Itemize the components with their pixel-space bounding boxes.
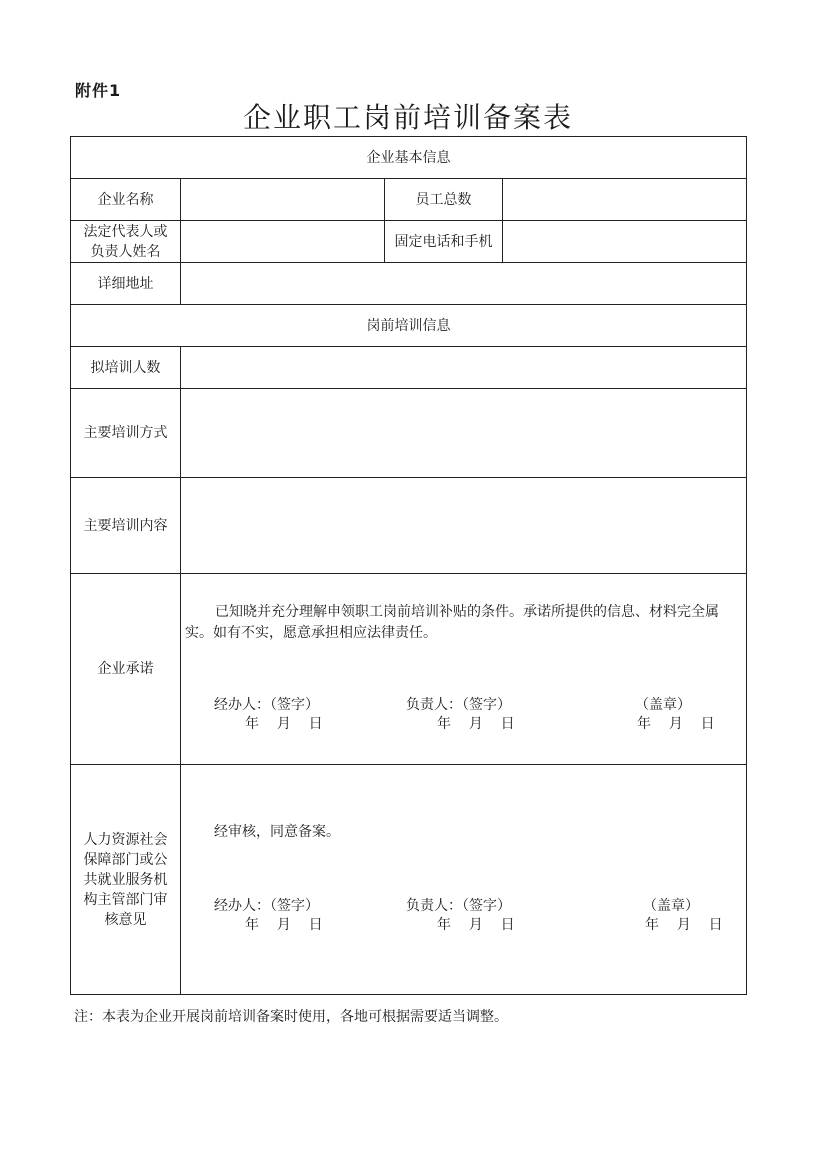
training-method-label: 主要培训方式	[71, 389, 181, 478]
section-basic-header: 企业基本信息	[71, 137, 747, 179]
company-name-label: 企业名称	[71, 179, 181, 221]
review-handler-signature[interactable]	[214, 897, 323, 935]
pledge-seal-date: 年 月 日	[637, 716, 715, 732]
training-content-label: 主要培训内容	[71, 478, 181, 574]
address-row	[71, 263, 747, 305]
review-cell	[181, 765, 747, 995]
address-label: 详细地址	[71, 263, 181, 305]
pledge-label: 企业承诺	[71, 574, 181, 765]
review-seal[interactable]	[643, 897, 723, 935]
training-method-row	[71, 389, 747, 478]
legal-rep-row	[71, 221, 747, 263]
phone-label: 固定电话和手机	[385, 221, 503, 263]
review-seal-date: 年 月 日	[645, 917, 723, 933]
trainee-count-label: 拟培训人数	[71, 347, 181, 389]
registration-form-table	[70, 136, 747, 995]
review-label: 人力资源社会保障部门或公共就业服务机构主管部门审核意见	[71, 765, 181, 995]
pledge-text: 已知晓并充分理解申领职工岗前培训补贴的条件。承诺所提供的信息、材料完全属实。如有不实，愿意承担相应法律责任。	[185, 604, 719, 641]
pledge-leader-date: 年 月 日	[437, 716, 515, 732]
review-leader-label: 负责人：（签字）	[406, 898, 511, 914]
pledge-leader-label: 负责人：（签字）	[406, 697, 511, 713]
review-handler-date: 年 月 日	[245, 917, 323, 933]
trainee-count-field[interactable]	[181, 347, 747, 389]
review-leader-signature[interactable]	[406, 897, 515, 935]
review-leader-date: 年 月 日	[437, 917, 515, 933]
total-employees-label: 员工总数	[385, 179, 503, 221]
review-row	[71, 765, 747, 995]
section-training-row	[71, 305, 747, 347]
section-basic-row	[71, 137, 747, 179]
review-seal-label: （盖章）	[643, 898, 699, 914]
training-content-field[interactable]	[181, 478, 747, 574]
pledge-row	[71, 574, 747, 765]
company-name-field[interactable]	[181, 179, 385, 221]
review-text: 经审核，同意备案。	[214, 824, 340, 840]
pledge-cell	[181, 574, 747, 765]
pledge-handler-date: 年 月 日	[245, 716, 323, 732]
address-field[interactable]	[181, 263, 747, 305]
legal-rep-label: 法定代表人或负责人姓名	[71, 221, 181, 263]
company-name-row	[71, 179, 747, 221]
pledge-handler-label: 经办人：（签字）	[214, 697, 319, 713]
pledge-handler-signature[interactable]	[214, 696, 323, 734]
legal-rep-field[interactable]	[181, 221, 385, 263]
section-training-header: 岗前培训信息	[71, 305, 747, 347]
pledge-seal[interactable]	[635, 696, 715, 734]
pledge-seal-label: （盖章）	[635, 697, 691, 713]
training-method-field[interactable]	[181, 389, 747, 478]
attachment-label: 附件1	[75, 81, 122, 100]
training-content-row	[71, 478, 747, 574]
review-handler-label: 经办人：（签字）	[214, 898, 319, 914]
phone-field[interactable]	[503, 221, 747, 263]
form-title: 企业职工岗前培训备案表	[242, 101, 573, 134]
pledge-leader-signature[interactable]	[406, 696, 515, 734]
footnote: 注：本表为企业开展岗前培训备案时使用，各地可根据需要适当调整。	[74, 1009, 508, 1025]
total-employees-field[interactable]	[503, 179, 747, 221]
trainee-count-row	[71, 347, 747, 389]
